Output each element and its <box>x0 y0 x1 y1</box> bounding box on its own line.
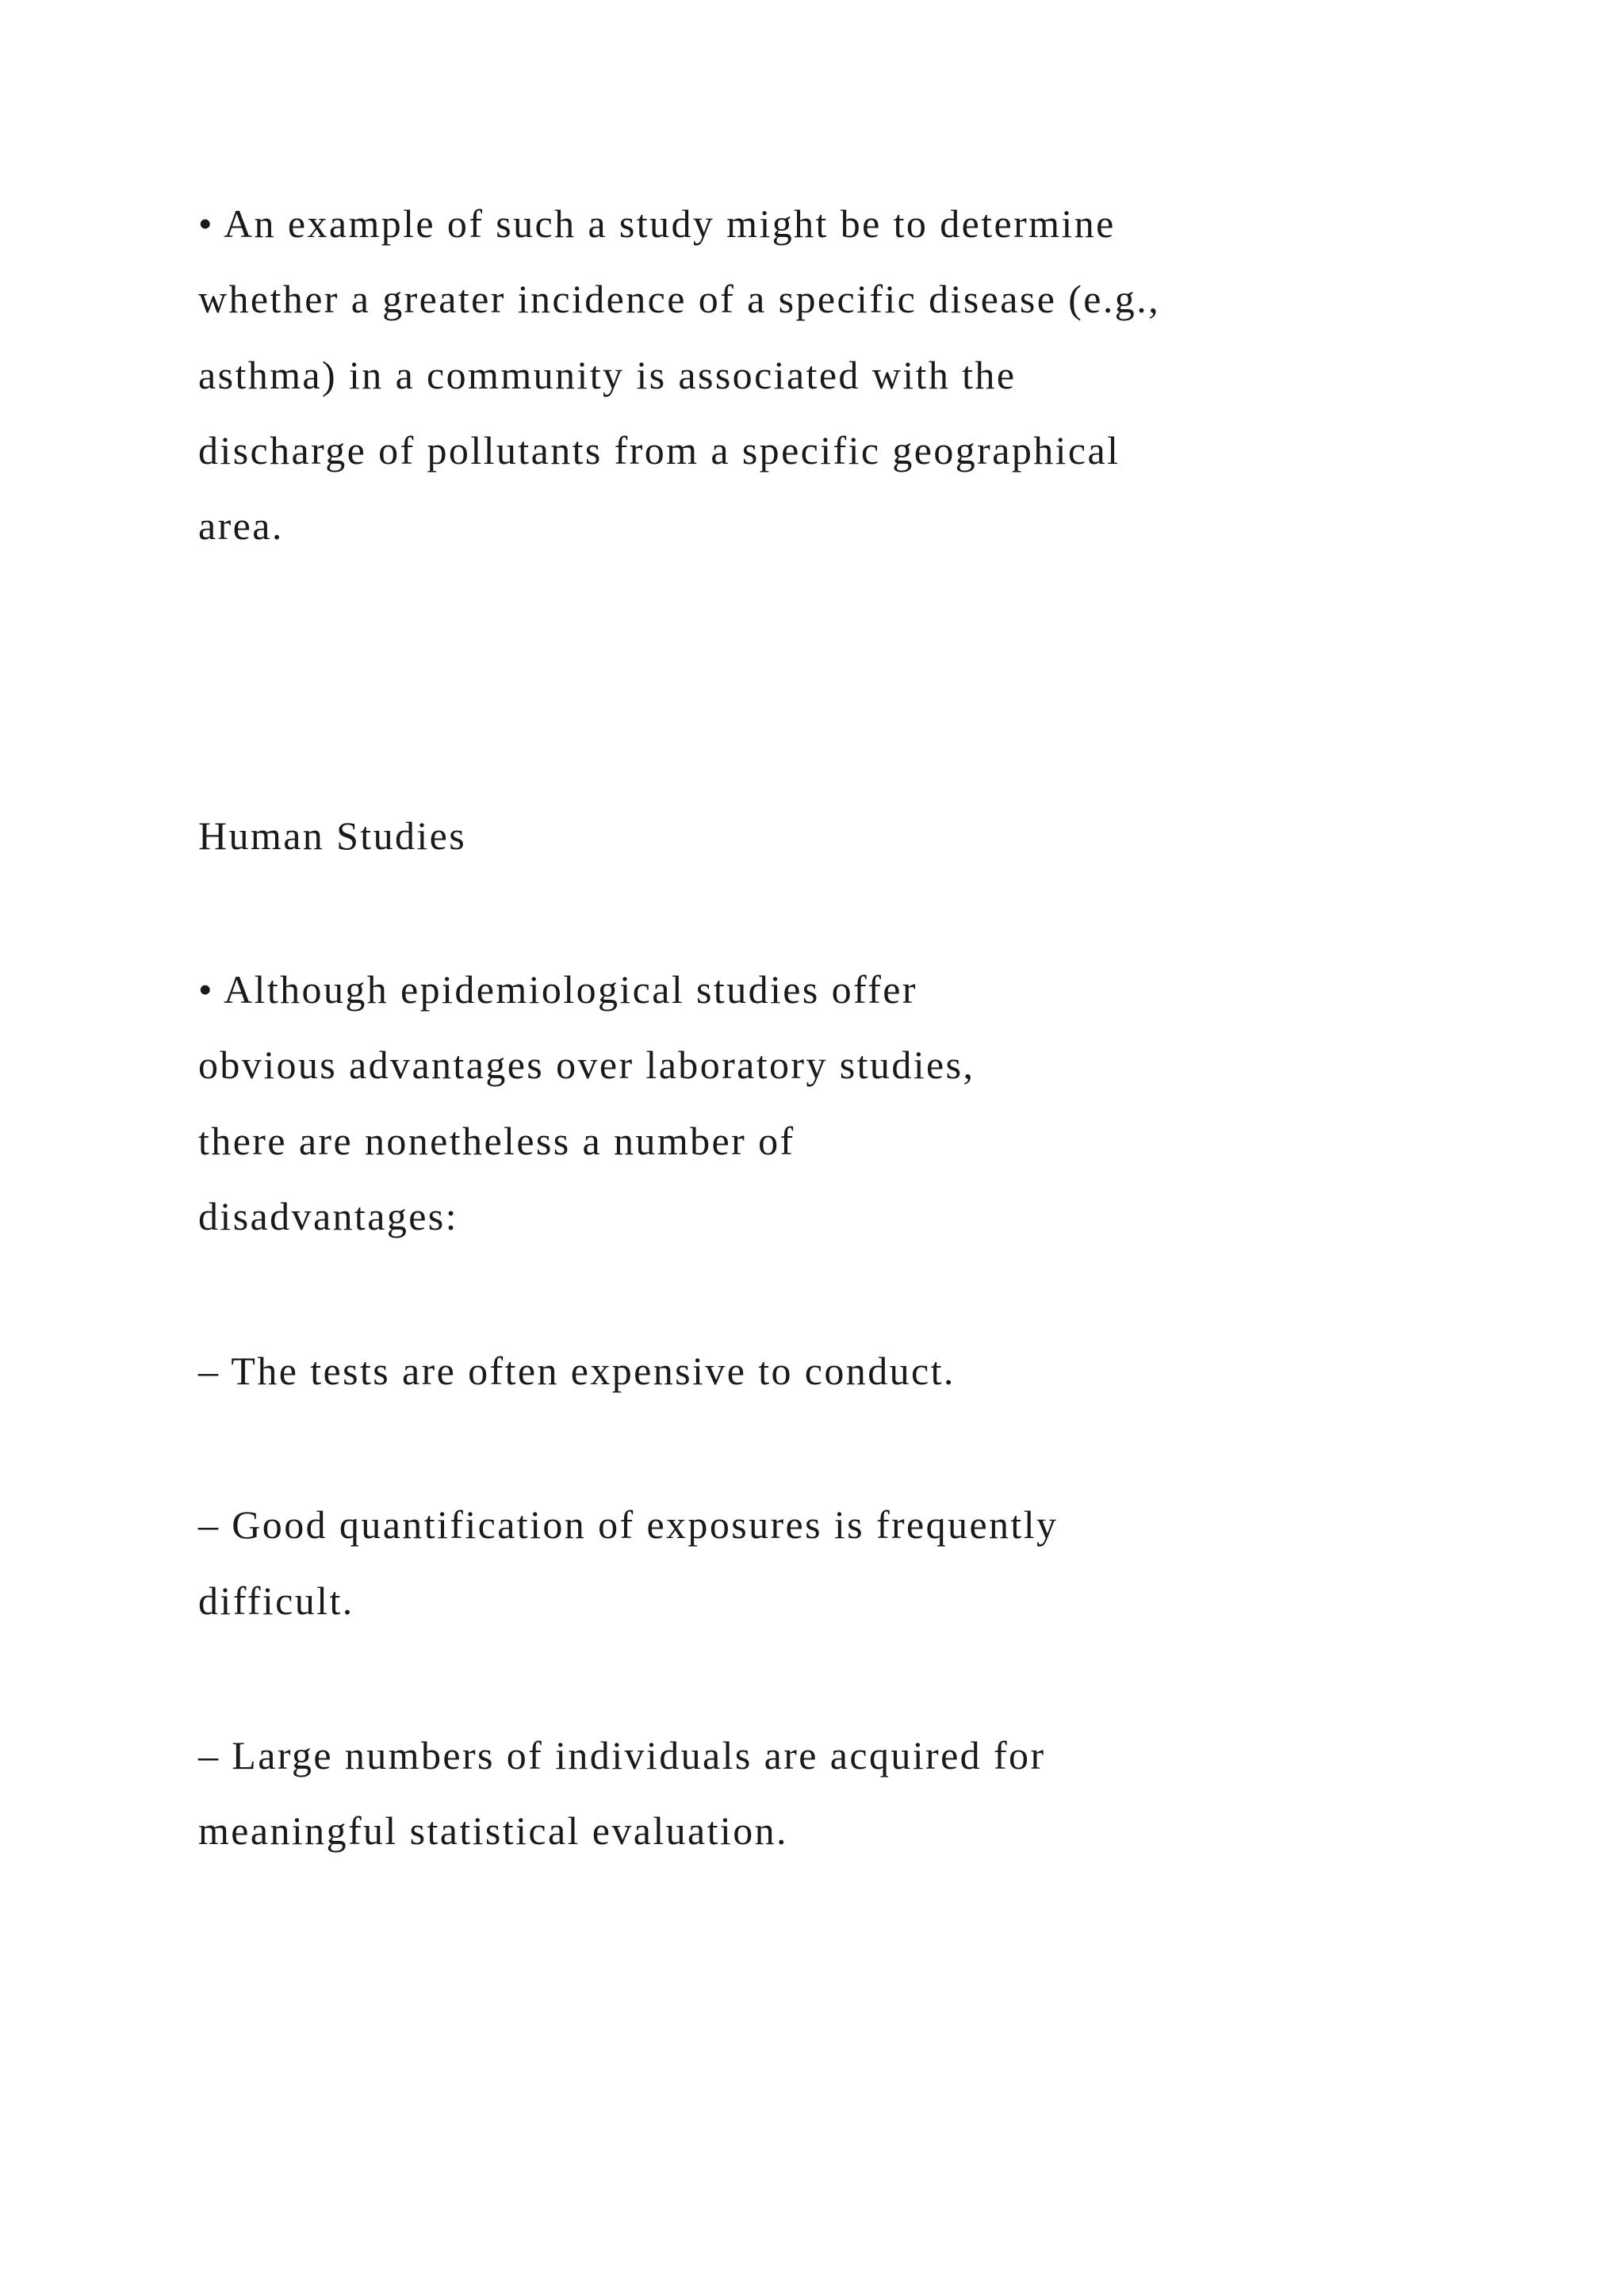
bullet-line-2: obvious advantages over laboratory studies, <box>198 1043 975 1087</box>
dash-item-3-line-1: – Large numbers of individuals are acquired for <box>198 1733 1046 1777</box>
intro-line-2: whether a greater incidence of a specific disease (e.g., <box>198 277 1160 321</box>
dash-item-2-line-2: difficult. <box>198 1578 354 1623</box>
dash-item-3-line-2: meaningful statistical evaluation. <box>198 1808 788 1853</box>
bullet-line-3: there are nonetheless a number of <box>198 1119 795 1163</box>
dash-item-1-line-1: – The tests are often expensive to conduct. <box>198 1349 956 1393</box>
intro-line-5: area. <box>198 503 284 548</box>
section-heading: Human Studies <box>198 813 467 858</box>
intro-line-4: discharge of pollutants from a specific geographical <box>198 428 1120 473</box>
dash-item-2-line-1: – Good quantification of exposures is frequently <box>198 1502 1059 1547</box>
bullet-line-4: disadvantages: <box>198 1194 458 1238</box>
bullet-line-1: • Although epidemiological studies offer <box>198 967 917 1012</box>
intro-line-3: asthma) in a community is associated with the <box>198 353 1017 397</box>
intro-line-1: • An example of such a study might be to determine <box>198 201 1116 246</box>
